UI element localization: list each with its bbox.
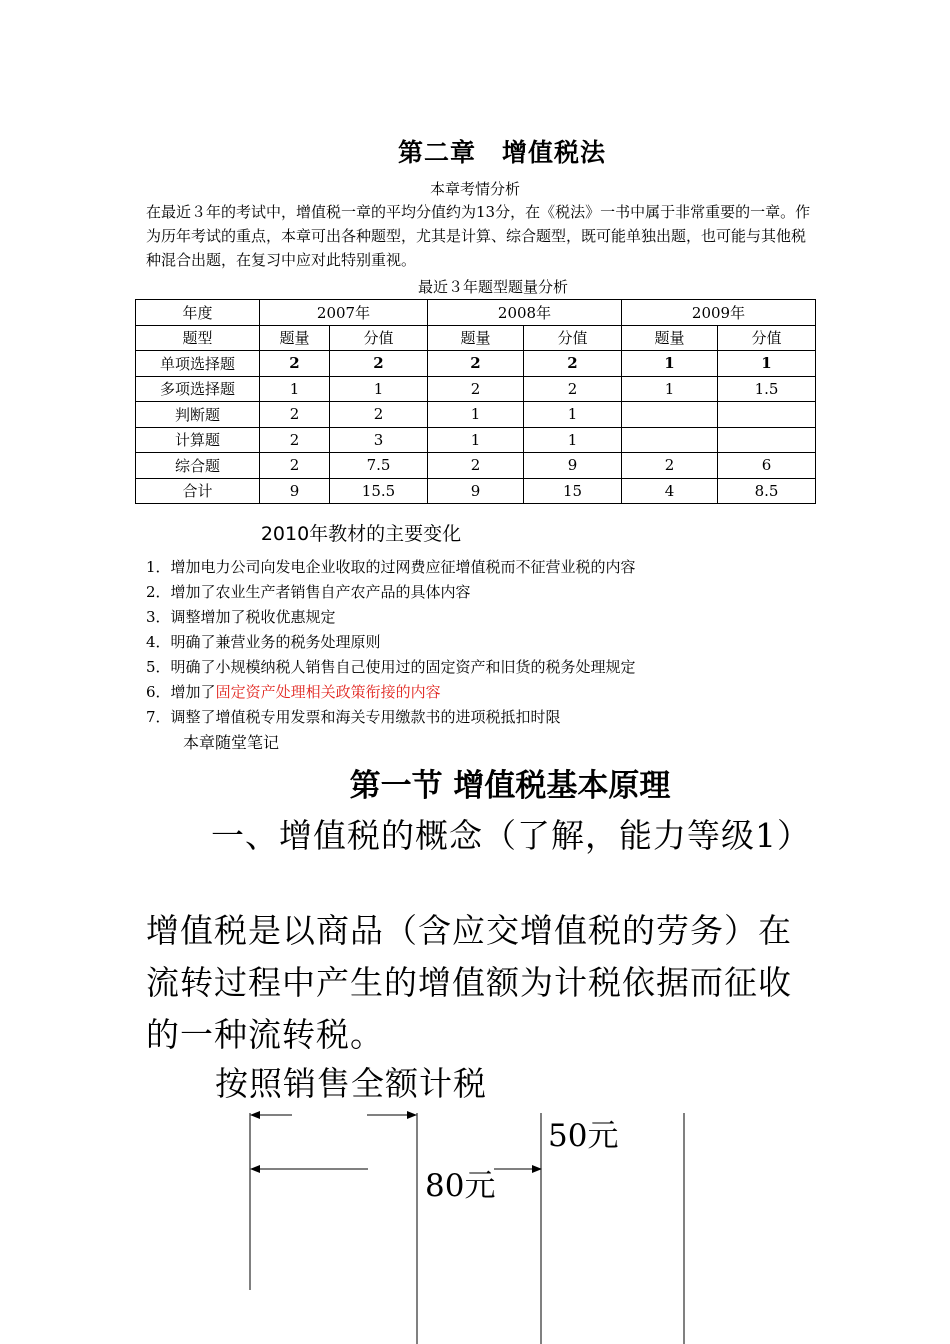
item-number: 3． <box>146 608 171 626</box>
analysis-heading: 本章考情分析 <box>429 180 520 198</box>
table-cell: 1 <box>428 427 524 453</box>
intro-paragraph: 在最近３年的考试中，增值税一章的平均分值约为13分，在《税法》一书中属于非常重要的一章。作为历年考试的重点，本章可出各种题型，尤其是计算、综合题型，既可能单独出题，也可能与其他税种混合出题，在复习中应对此特别重视。 <box>146 203 811 269</box>
item-number: 2． <box>146 583 171 601</box>
table-cell: 6 <box>718 453 816 479</box>
item-text: 调整增加了税收优惠规定 <box>170 608 336 626</box>
table-cell: 8.5 <box>718 478 816 504</box>
row-type: 综合题 <box>136 453 260 479</box>
table-cell: 2 <box>260 427 330 453</box>
table-cell: 1 <box>718 351 816 377</box>
notes-label: 本章随堂笔记 <box>183 733 280 752</box>
sub-header: 题量 <box>260 325 330 351</box>
table-cell: 2 <box>428 376 524 402</box>
table-cell: 9 <box>524 453 622 479</box>
item-text: 明确了小规模纳税人销售自己使用过的固定资产和旧货的税务处理规定 <box>170 658 636 676</box>
item-text: 调整了增值税专用发票和海关专用缴款书的进项税抵扣时限 <box>170 708 561 726</box>
year-header: 2008年 <box>428 300 622 326</box>
table-cell: 7.5 <box>330 453 428 479</box>
item-text: 明确了兼营业务的税务处理原则 <box>170 633 381 651</box>
sub-header: 分值 <box>718 325 816 351</box>
item-number: 5． <box>146 658 171 676</box>
amount-80-label: 80元 <box>425 1168 496 1204</box>
subsection-title: 一、增值税的概念（了解，能力等级1） <box>211 816 811 855</box>
corner-type-label: 题型 <box>136 325 260 351</box>
table-cell: 3 <box>330 427 428 453</box>
row-type: 计算题 <box>136 427 260 453</box>
year-header: 2009年 <box>622 300 816 326</box>
table-cell: 2 <box>524 351 622 377</box>
table-cell: 2 <box>428 453 524 479</box>
highlighted-text: 固定资产处理相关政策衔接的内容 <box>215 683 441 701</box>
sub-header: 题量 <box>428 325 524 351</box>
row-type: 单项选择题 <box>136 351 260 377</box>
item-number: 1． <box>146 558 171 576</box>
section-title: 第一节 增值税基本原理 <box>349 768 671 804</box>
item-number: 6． <box>146 683 171 701</box>
table-cell: 2 <box>260 351 330 377</box>
table-cell: 2 <box>260 402 330 428</box>
table-cell: 1 <box>524 427 622 453</box>
sub-header: 分值 <box>524 325 622 351</box>
table-cell: 2 <box>524 376 622 402</box>
table-cell: 1 <box>428 402 524 428</box>
table-cell: 1 <box>524 402 622 428</box>
table-cell: 2 <box>330 402 428 428</box>
corner-year-label: 年度 <box>136 300 260 326</box>
table-cell: 1.5 <box>718 376 816 402</box>
item-number: 7． <box>146 708 171 726</box>
table-cell: 4 <box>622 478 718 504</box>
table-cell: 1 <box>330 376 428 402</box>
table-cell: 9 <box>428 478 524 504</box>
chapter-title: 第二章 增值税法 <box>397 138 606 167</box>
table-cell: 9 <box>260 478 330 504</box>
row-type: 合计 <box>136 478 260 504</box>
table-cell: 1 <box>260 376 330 402</box>
item-number: 4． <box>146 633 171 651</box>
table-cell: 1 <box>622 351 718 377</box>
row-type: 判断题 <box>136 402 260 428</box>
item-text: 增加了农业生产者销售自产农产品的具体内容 <box>170 583 471 601</box>
table-cell: 2 <box>622 453 718 479</box>
table-title: 最近３年题型题量分析 <box>417 278 568 296</box>
changes-title: 2010年教材的主要变化 <box>260 523 462 545</box>
sub-header: 分值 <box>330 325 428 351</box>
table-cell: 2 <box>260 453 330 479</box>
definition-paragraph: 增值税是以商品（含应交增值税的劳务）在流转过程中产生的增值额为计税依据而征收的一种流转税。 <box>146 911 792 1054</box>
row-type: 多项选择题 <box>136 376 260 402</box>
table-cell: 2 <box>330 351 428 377</box>
year-header: 2007年 <box>260 300 428 326</box>
table-cell: 15 <box>524 478 622 504</box>
item-text: 增加了 <box>170 683 216 701</box>
sub-header: 题量 <box>622 325 718 351</box>
item-text: 增加电力公司向发电企业收取的过网费应征增值税而不征营业税的内容 <box>170 558 636 576</box>
table-cell: 15.5 <box>330 478 428 504</box>
table-cell: 1 <box>622 376 718 402</box>
amount-50-label: 50元 <box>548 1118 619 1154</box>
calc-label: 按照销售全额计税 <box>215 1064 487 1103</box>
table-cell: 2 <box>428 351 524 377</box>
